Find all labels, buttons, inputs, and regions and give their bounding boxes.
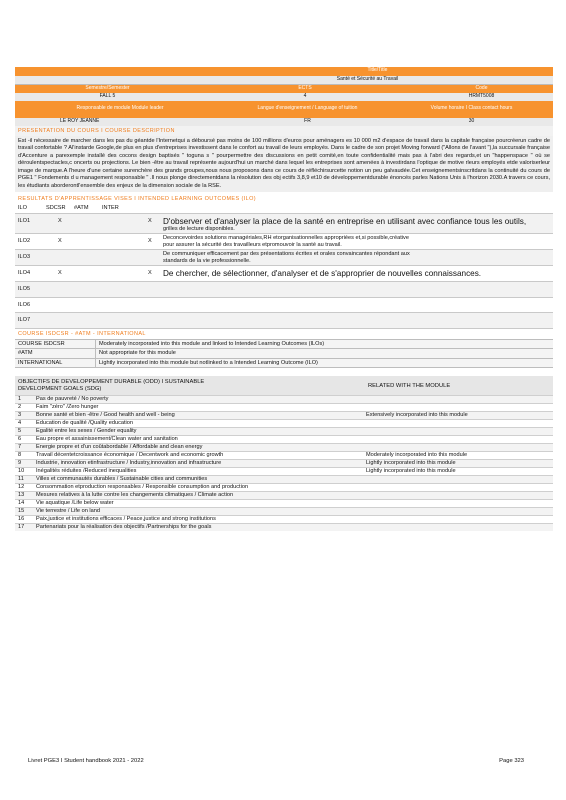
sdg-num: 12 [18,483,25,490]
ilo-inter-mark: X [148,238,152,245]
ilo-atm-mark [125,266,145,274]
language-value: FR [304,117,311,124]
ilo-inter-mark: X [148,270,152,277]
sdg-num: 6 [18,435,22,442]
sdg-num: 5 [18,427,22,434]
language-label: Langue d'enseignement / Language of tuition [257,105,358,112]
sdg-row [15,411,553,419]
meta-value-row [15,93,553,101]
page-footer [28,758,524,765]
sdg-header-line-1: OBJECTIFS DE DEVELOPPEMENT DURABLE (ODD) I SUSTAINABLE [18,379,205,386]
legend-row [15,339,553,348]
legend-key: COURSE ISDCSR [18,341,65,348]
ilo-description [160,250,553,265]
responsable-header-row [15,101,553,118]
ilo-atm-mark [125,234,145,242]
semester-label: Semestre/Semester [85,84,130,91]
ilo-description [160,266,553,279]
meta-header-row [15,85,553,93]
code-value: HRMT5008 [468,92,495,99]
ilo-text-line: D'observer et d'analyser la place de la santé en entreprise en utilisant avec confiance tous les outils, [163,216,527,226]
course-description: Est -il nécessaire de marcher dans les pas du géantde l'Internetqui a déboursé pas moins de 100 millions d'euros pour aménagers es 10 000 m2 d'espace de travail dans la capitale française pourcréerun cadre de travail confortable ? Al'instarde Google,de plus en plus d'entreprises investissent dans le confort au travail de leurs employés. Dans le cadre de son projet Moving forward ("Allons de l'avant "),la succursale française d'Accenture a parexemple installé des cocons design baptisés " toguna s " pourpermettre des discussions en petit comité,en toute confidentialité mais pas à l'abri des regards,et un "happenspace " où se déroulentspectacles,c oncerts ou projections. Le bien -être au travail représente aujourd'hui un marché dans lequel les entreprises sont amenées à investirdans l'optique de motive rleurs employés etde valoriserleur image de marque.A l'heure d'une certaine surenchère des grands groupes,nous nous proposons dans ce cours de réfléchirsurcette notion un peu galvaudée.Cet enseignementsinscritdans la continuité du cours de PGE1 " Fondements d u management responsable " .Il nous plonge directementdans la résolution des obj ectifs 3,8,9 et10 de développementdurable énoncés parles Nations Unis à l'horizon 2030.A travers ce cours, les étudiants aborderontl'ensemble des enjeux de la dimension sociale de la RSE. [15,136,553,192]
ilo-sdcsr-mark: X [58,217,62,224]
legend-value: Lightly incorporated into this module but notlinked to a Intended Learning Outcome (ILO) [95,359,553,367]
ilo-id: ILO6 [18,301,31,308]
ilo-text-line: De communiquer efficacement par des présentations écrites et orales convaincantes répondant aux [163,251,410,258]
ects-label: ECTS [298,84,312,91]
sdg-row [15,523,553,531]
ilo-sdcsr-mark: X [58,238,62,245]
sdg-num: 14 [18,499,25,506]
ilo-inter-mark: X [148,217,152,224]
sdg-name: Vie terrestre / Life on land [36,507,100,514]
sdg-name: Faim "zéro" /Zero hunger [36,403,99,410]
ilo-text-line-2: standards de la vie professionnelle. [163,257,251,264]
sdg-row [15,419,553,427]
sdg-row [15,515,553,523]
sdg-num: 2 [18,403,22,410]
course-sheet [15,67,553,531]
sdg-row [15,451,553,459]
ilo-text-line: Deconcevoirdes solutions managériales,RH etorganisationnelles appropriées et,si possible,créative [163,235,409,242]
sdg-num: 11 [18,475,24,482]
sdg-num: 10 [18,467,25,474]
sdg-num: 4 [18,419,22,426]
ilo-sdcsr-mark: X [58,270,62,277]
legend-table [15,339,553,368]
sdg-row [15,403,553,411]
ilo-row [15,281,553,296]
sdg-name: Pas de pauvreté / No poverty [36,395,109,402]
ilo-atm-mark [125,250,145,258]
sdg-name: Eau propre et assainissement/Clean water and sanitation [36,435,178,442]
ilo-atm-mark [125,214,145,222]
sdg-num: 17 [18,523,25,530]
legend-key: INTERNATIONAL [18,359,63,366]
ilo-id: ILO1 [18,217,31,224]
sdg-num: 7 [18,443,22,450]
legend-value: Moderately incorporated into this module and linked to Intended Learning Outcomes (ILOs) [95,340,553,348]
sdg-name: Energie propre et d'un coûtabordable / Affordable and clean energy [36,443,203,450]
ilo-row [15,265,553,281]
sdg-name: Vie aquatique /Life below water [36,499,114,506]
inter-col-header: INTER [102,205,119,212]
sdg-num: 15 [18,507,25,514]
sdg-name: Industrie, innovation etinfrastructure / Industry,innovation and infrastructure [36,459,222,466]
sdg-row [15,507,553,515]
ilo-id: ILO5 [18,286,31,293]
ilo-column-headers [15,204,553,212]
sdg-num: 13 [18,491,25,498]
sdg-row [15,395,553,403]
sdg-row [15,459,553,467]
sdg-name: Paix,justice et institutions efficaces / Peace,justice and strong institutions [36,515,216,522]
ilo-row [15,213,553,234]
sdg-name: Travail décentetcroissance économique / Decentwork and economic growth [36,451,224,458]
sdg-num: 16 [18,515,25,522]
sdg-name: Consommation etproduction responsables / Responsible consumption and production [36,483,249,490]
sdg-header-right: RELATED WITH THE MODULE [368,383,451,390]
legend-row [15,358,553,368]
sdg-row [15,483,553,491]
sdg-table [15,395,553,531]
volume-label: Volume horaire I Class contact hours [430,105,513,112]
sdg-row [15,491,553,499]
ilo-inter-mark [145,250,160,258]
ilo-row [15,297,553,312]
ects-value: 4 [303,92,307,99]
sdg-row [15,467,553,475]
ilo-id: ILO4 [18,270,31,277]
ilo-id: ILO2 [18,238,31,245]
sdg-header-line-2: DEVELOPMENT GOALS (SDG) [18,385,102,392]
sdg-name: Villes et communautés durables / Sustainable cities and communities [36,475,208,482]
ilo-text-line: De chercher, de sélectionner, d'analyser et de s'approprier de nouvelles connaissances. [163,269,482,279]
volume-value: 30 [468,117,475,124]
ilo-description [160,214,553,234]
responsable-value-row [15,118,553,126]
ilo-section-title: RESULTATS D'APPRENTISSAGE VISES I INTENDED LEARNING OUTCOMES (ILO) [18,195,257,202]
ilo-row [15,312,553,327]
sdg-row [15,435,553,443]
sdg-name: Mesures relatives à la lutte contre les changements climatiques / Climate action [36,491,234,498]
sdg-name: Egalité entre les sexes / Gender equality [36,427,137,434]
ilo-sdcsr-mark [55,250,125,258]
sdg-name: Partenariats pour la réalisation des objectifs /Partnerships for the goals [36,523,212,530]
ilo-text-line-2: grilles de lecture disponibles. [163,226,235,233]
sdg-rel: Lightly incorporated into this module [366,459,456,466]
sdg-rel: Lightly incorporated into this module [366,467,456,474]
ilo-description [160,234,553,249]
ilo-id: ILO7 [18,317,31,324]
sdg-rel: Extensively incorporated into this module [366,411,468,418]
sdg-num: 1 [18,395,22,402]
legend-key: #ATM [18,350,33,357]
title-label: Title/Title [367,67,388,73]
semester-value: FALL 5 [99,92,116,99]
sdg-rel: Moderately incorporated into this module [366,451,468,458]
sdcsr-col-header: SDCSR [46,205,66,212]
sdg-name: Bonne santé et bien -être / Good health and well - being [36,411,175,418]
title-bar [15,67,553,76]
sdg-row [15,475,553,483]
ilo-col-header: ILO [18,205,28,212]
ilo-text-line-2: pour assurer la sécurité des travailleurs etpromouvoir la santé au travail. [163,241,342,248]
title-row [15,76,553,85]
legend-section-title: COURSE ISDCSR - #ATM - INTERNATIONAL [15,328,553,339]
responsable-label: Responsable de module Module leader [76,105,164,112]
presentation-title: PRESENTATION DU COURS I COURSE DESCRIPTION [15,126,553,136]
ilo-table [15,213,553,328]
ilo-row [15,249,553,265]
course-title: Santé et Sécurité au Travail [336,76,399,82]
sdg-num: 3 [18,411,22,418]
sdg-name: Inégalités réduites /Reduced inequalities [36,467,137,474]
sdg-header-left [18,379,368,392]
code-label: Code [475,84,488,91]
sdg-row [15,427,553,435]
sdg-num: 8 [18,451,22,458]
ilo-id: ILO3 [18,254,31,261]
legend-value: Not appropriate for this module [95,349,553,357]
footer-handbook-label: Livret PGE3 I Student handbook 2021 - 2022 [28,758,144,764]
responsable-value: LE ROY JEANNE [60,117,100,124]
sdg-name: Education de qualité /Quality education [36,419,134,426]
ilo-row [15,233,553,249]
atm-col-header: #ATM [74,205,89,212]
legend-row [15,348,553,357]
sdg-num: 9 [18,459,22,466]
sdg-row [15,499,553,507]
page-number: Page 323 [499,758,524,764]
sdg-header [15,376,553,394]
sdg-row [15,443,553,451]
